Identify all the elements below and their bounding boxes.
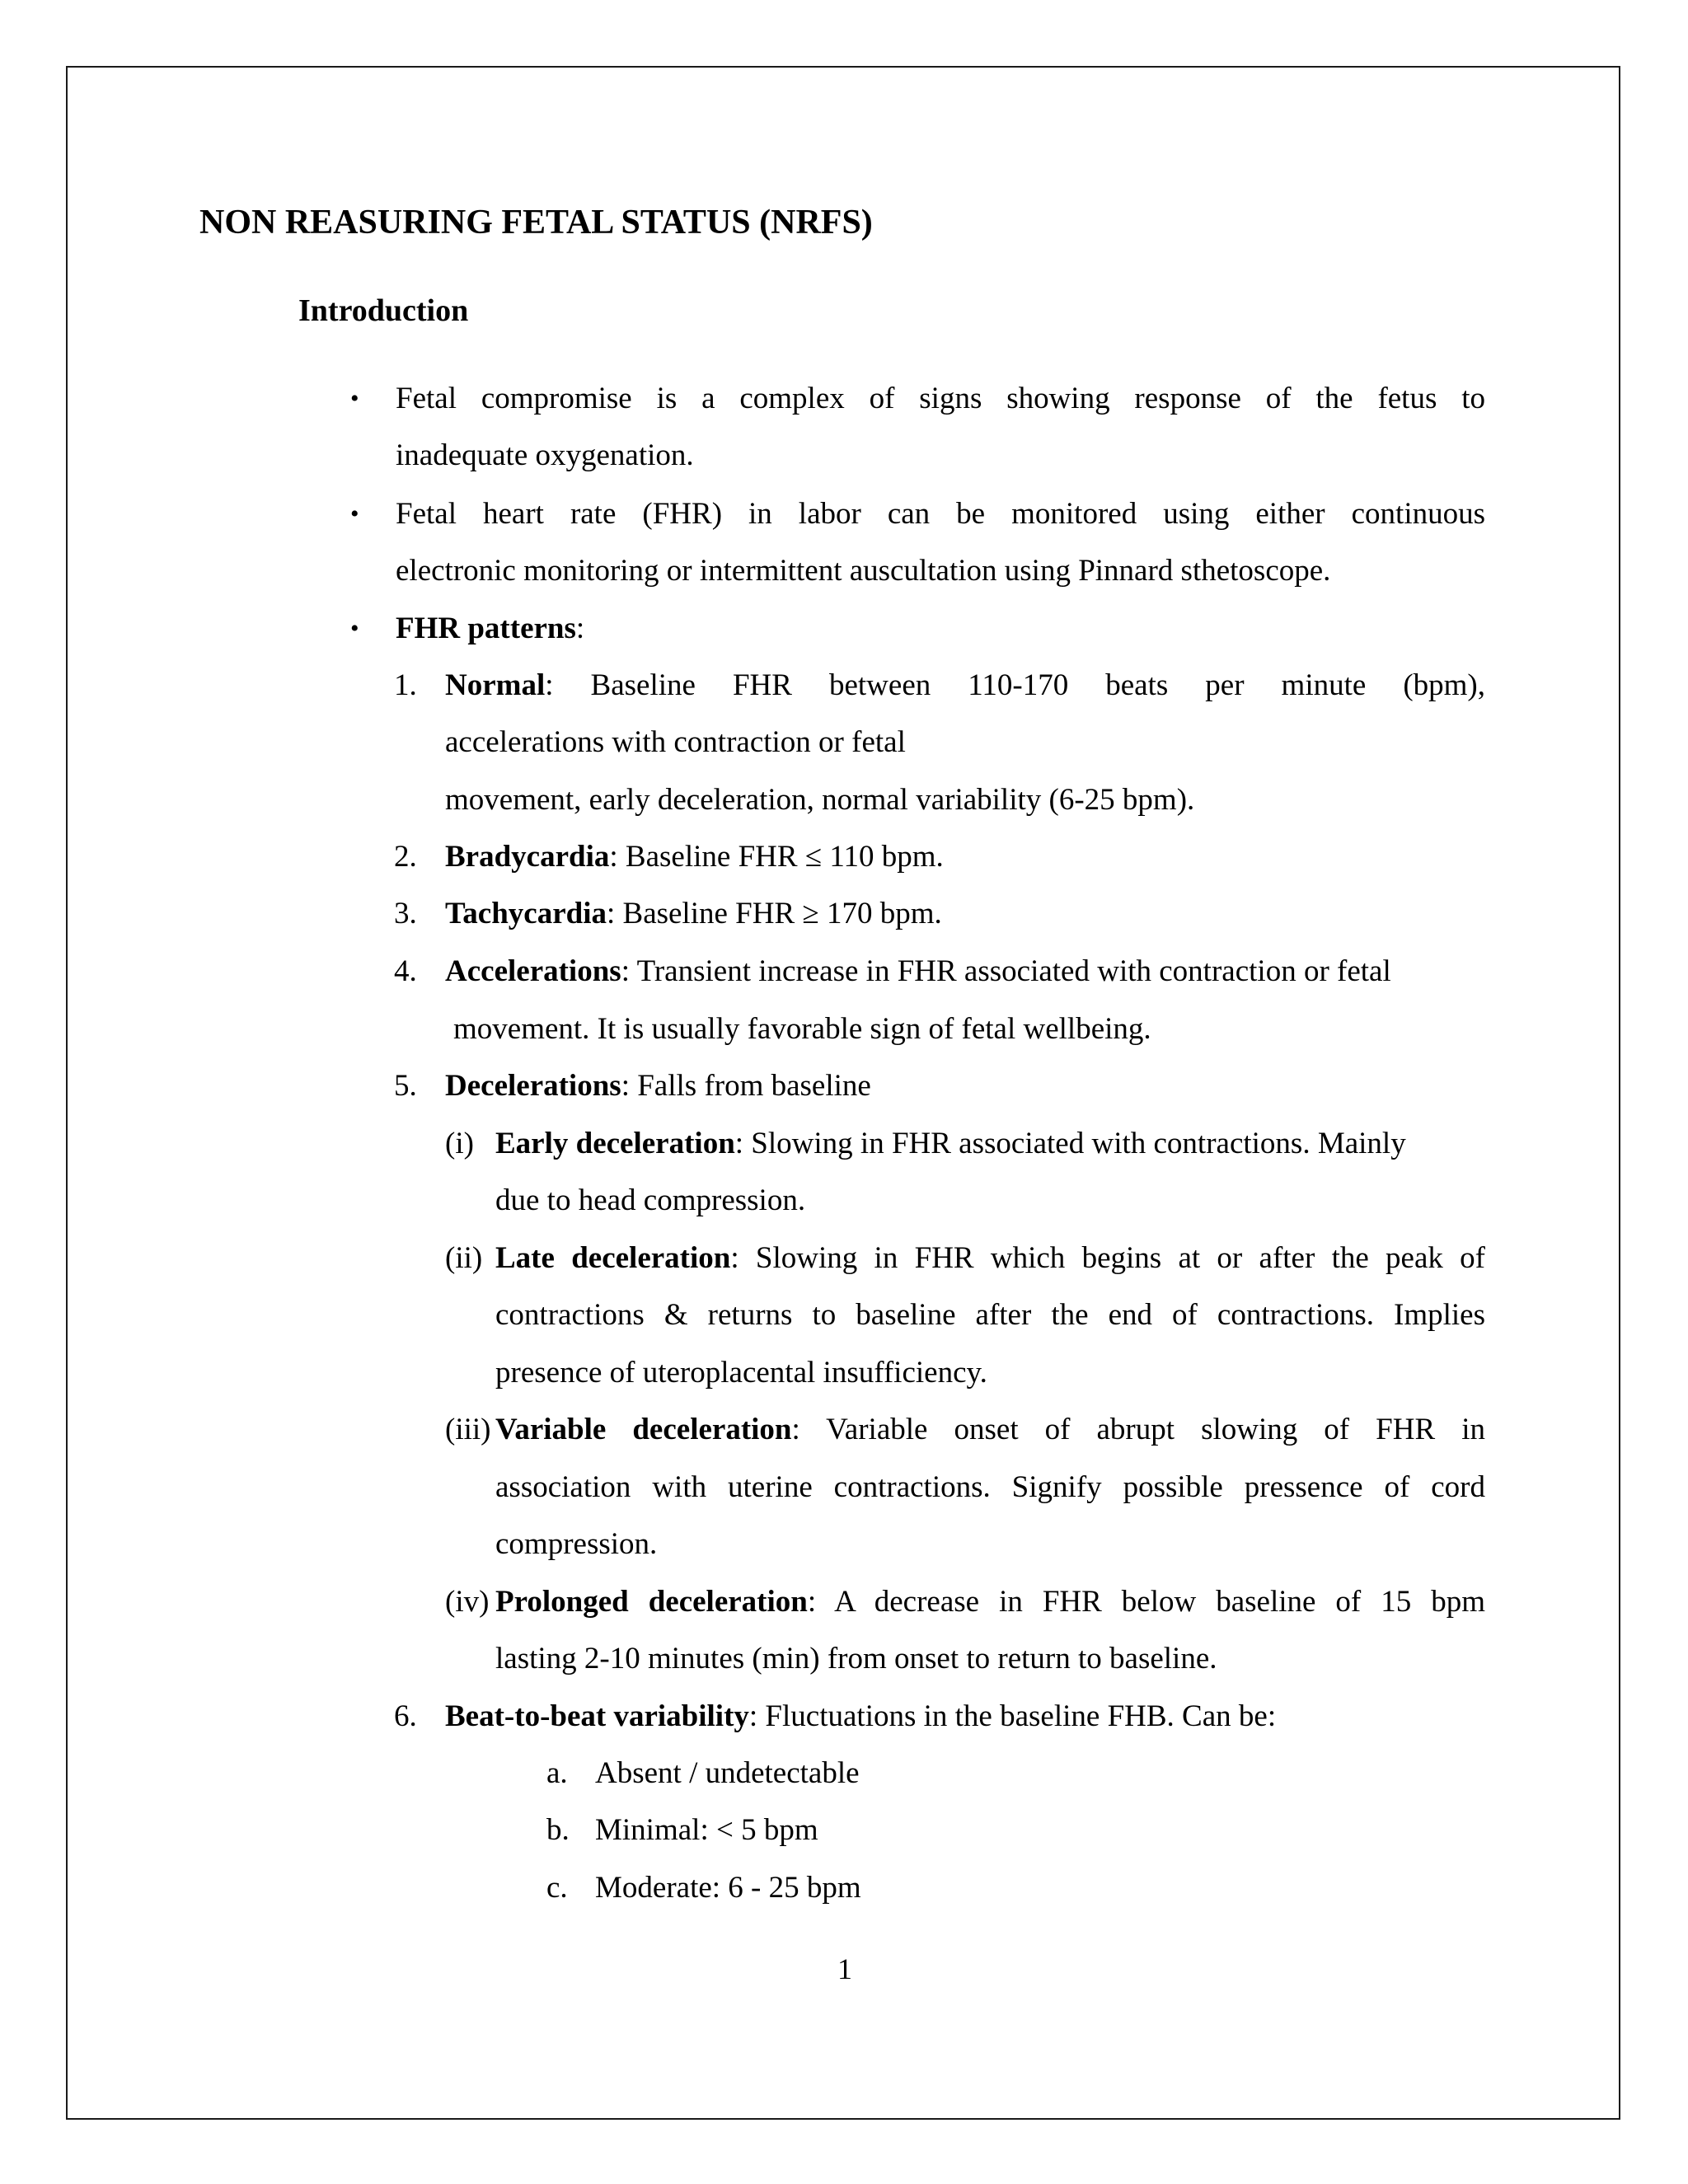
deceleration-4-text: : A decrease in FHR below baseline of 15 bpm [807,1585,1485,1619]
pattern-4-term: Accelerations [445,954,621,988]
deceleration-4-term: Prolonged deceleration [495,1585,808,1619]
variability-c-text: Moderate: 6 - 25 bpm [595,1871,861,1905]
pattern-2-line [445,839,944,875]
deceleration-2-number: (ii) [445,1241,483,1275]
deceleration-2-line-1 [495,1240,1485,1277]
variability-a-letter: a. [546,1756,568,1790]
pattern-2-text: : Baseline FHR ≤ 110 bpm. [609,840,944,874]
pattern-1-number: 1. [394,668,417,702]
pattern-5-number: 5. [394,1069,417,1103]
pattern-1-text: : Baseline FHR between 110-170 beats per minute (bpm), [545,668,1485,702]
pattern-5-term: Decelerations [445,1069,621,1103]
bullet-1-line-2: inadequate oxygenation. [396,438,694,472]
page-number: 1 [837,1952,852,1985]
bullet-marker: • [350,500,359,527]
pattern-1-line-3: movement, early deceleration, normal variability (6-25 bpm). [445,783,1195,817]
pattern-4-line-1 [445,954,1391,990]
pattern-5-line [445,1068,871,1104]
pattern-4-text: : Transient increase in FHR associated with contraction or fetal [621,954,1391,988]
pattern-1-line-2: accelerations with contraction or fetal [445,725,906,759]
bullet-3-line [396,611,584,647]
variability-c-letter: c. [546,1871,568,1905]
pattern-6-line [445,1699,1276,1735]
bullet-2-line-1: Fetal heart rate (FHR) in labor can be monitored using either continuous [396,497,1485,531]
deceleration-2-term: Late deceleration [495,1241,731,1275]
pattern-1-line-1 [445,668,1485,704]
pattern-4-number: 4. [394,954,417,988]
deceleration-4-line-1 [495,1584,1485,1620]
deceleration-1-line-2: due to head compression. [495,1183,806,1217]
pattern-4-line-2: movement. It is usually favorable sign of fetal wellbeing. [453,1012,1151,1046]
bullet-3-rest: : [575,612,585,645]
bullet-1-line-1: Fetal compromise is a complex of signs showing response of the fetus to [396,382,1485,415]
variability-a-text: Absent / undetectable [595,1756,860,1790]
pattern-5-text: : Falls from baseline [621,1069,871,1103]
variability-b-letter: b. [546,1813,570,1847]
pattern-6-number: 6. [394,1699,417,1733]
deceleration-1-text: : Slowing in FHR associated with contractions. Mainly [734,1127,1406,1160]
pattern-2-term: Bradycardia [445,840,610,874]
deceleration-4-line-2: lasting 2-10 minutes (min) from onset to return to baseline. [495,1642,1217,1675]
pattern-3-text: : Baseline FHR ≥ 170 bpm. [606,897,942,930]
deceleration-1-line-1 [495,1126,1406,1162]
deceleration-3-line-3: compression. [495,1527,658,1561]
pattern-2-number: 2. [394,840,417,874]
deceleration-1-term: Early deceleration [495,1127,735,1160]
deceleration-2-line-2: contractions & returns to baseline after the end of contractions. Implies [495,1298,1485,1332]
deceleration-4-number: (iv) [445,1585,490,1619]
bullet-marker: • [350,615,359,642]
variability-b-text: Minimal: < 5 bpm [595,1813,818,1847]
deceleration-3-line-2: association with uterine contractions. Signify possible pressence of cord [495,1470,1485,1504]
deceleration-3-term: Variable deceleration [495,1413,792,1446]
deceleration-2-line-3: presence of uteroplacental insufficiency. [495,1356,987,1390]
document-title: NON REASURING FETAL STATUS (NRFS) [199,204,873,241]
deceleration-1-number: (i) [445,1127,474,1160]
pattern-3-term: Tachycardia [445,897,607,930]
fhr-patterns-heading: FHR patterns [396,612,576,645]
deceleration-3-number: (iii) [445,1413,491,1446]
pattern-3-number: 3. [394,897,417,930]
deceleration-3-text: : Variable onset of abrupt slowing of FHR in [791,1413,1485,1446]
pattern-3-line [445,896,942,932]
deceleration-3-line-1 [495,1412,1485,1448]
bullet-marker: • [350,385,359,412]
section-heading: Introduction [298,293,469,328]
bullet-2-line-2: electronic monitoring or intermittent auscultation using Pinnard sthetoscope. [396,554,1331,588]
pattern-6-text: : Fluctuations in the baseline FHB. Can be: [748,1699,1277,1733]
deceleration-2-text: : Slowing in FHR which begins at or after the peak of [730,1241,1486,1275]
pattern-6-term: Beat-to-beat variability [445,1699,749,1733]
pattern-1-term: Normal [445,668,546,702]
